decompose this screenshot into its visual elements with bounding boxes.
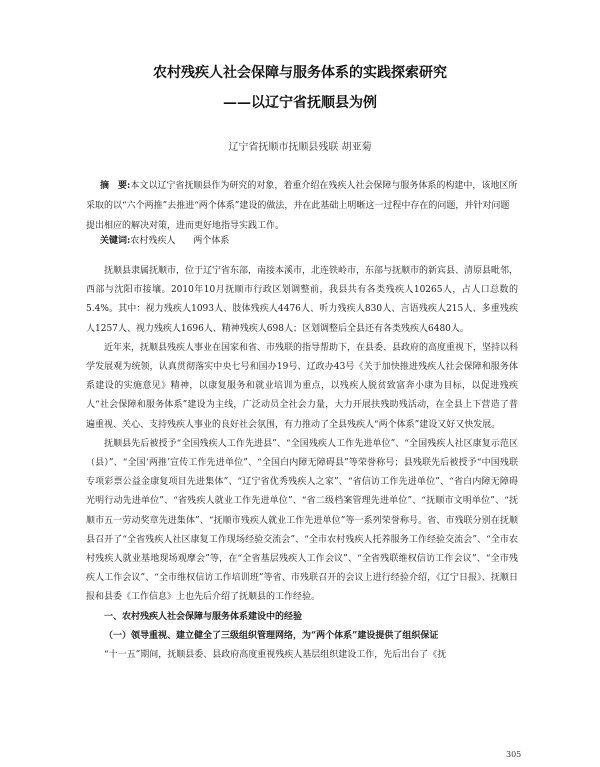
keywords [100,233,229,246]
subsection-heading: （一）领导重视、建立健全了三级组织管理网络，为“两个体系”建设提供了组织保证 [104,630,439,641]
paragraph-development: 近年来，抚顺县残疾人事业在国家和省、市残联的指导帮助下，在县委、县政府的高度重视下，坚持以科学发展观为统领，认真贯彻落实中央七号和国办19号、辽政办43号《关于加快推进残疾人社会保障和服务体系建设的实施意见》精神，以康复服务和就业培训为重点，以残疾人脱贫致富奔小康为目标，以促进残疾人“社会保障和服务体系”建设为主线，广泛动员全社会力量，大力开展扶残助残活动，在全县上下营造了普遍重视、关心、支持残疾人事业的良好社会氛围，有力推动了全县残疾人“两个体系”建设又好又快发展。 [86,342,519,430]
page-number: 305 [506,750,522,759]
keywords-text: 农村残疾人 两个体系 [130,236,230,246]
paragraph-honors: 抚顺县先后被授予“全国残疾人工作先进县”、“全国残疾人工作先进单位”、“全国残疾人社区康复示范区（县）”、“全国‘两推’宣传工作先进单位”、“全国白内障无障碍县”等荣誉称号；县残联先后被授予“中国残联专项彩票公益金康复项目先进集体”、“辽宁省优秀残疾人之家”、“省信访工作先进单位”、“省白内障无障碍光明行动先进单位”、“省残疾人就业工作先进单位”、“省二级档案管理先进单位”、“抚顺市文明单位”、“抚顺市五一劳动奖章先进集体”、“抚顺市残疾人就业工作先进单位”等一系列荣誉称号。省、市残联分别在抚顺县召开了“全省残疾人社区康复工作现场经验交流会”、“全市农村残疾人托养服务工作经验交流会”、“全市农村残疾人就业基地现场观摩会”等，在“全省基层残疾人工作会议”、“全省残联维权信访工作会议”、“全市残疾人工作会议”、“全市维权信访工作培训班”等省、市残联召开的会议上进行经验介绍，《辽宁日报》、抚顺日报和县委《工作信息》上也先后介绍了抚顺县的工作经验。 [86,438,518,603]
abstract [86,176,518,236]
paragraph-last: “十一五”期间，抚顺县委、县政府高度重视残疾人基层组织建设工作，先后出台了《抚 [104,650,447,661]
paper-title: 农村残疾人社会保障与服务体系的实践探索研究 [153,65,447,81]
abstract-text: 本文以辽宁省抚顺县作为研究的对象，着重介绍在残疾人社会保障与服务体系的构建中，该地区所采取的以“六个两推”去推进“两个体系”建设的做法，并在此基础上明晰这一过程中存在的问题，并针对问题提出相应的解决对策，进而更好地指导实践工作。 [86,181,518,231]
body-text [86,262,518,665]
keywords-label: 关键词: [100,236,131,246]
paragraph-intro: 抚顺县隶属抚顺市，位于辽宁省东部，南接本溪市，北连铁岭市，东部与抚顺市的新宾县、清原县毗邻，西部与沈阳市接壤。2010年10月抚顺市行政区划调整前，我县共有各类残疾人10265人，占人口总数的5.4%。其中：视力残疾人1093人、肢体残疾人4476人、听力残疾人830人、言语残疾人215人、多重残疾人1257人、视力残疾人1696人、精神残疾人698人；区划调整后全县还有各类残疾人6480人。 [86,266,519,334]
section-heading: 一、农村残疾人社会保障与服务体系建设中的经验 [104,611,303,622]
abstract-label: 摘 要: [100,181,131,191]
author-line: 辽宁省抚顺市抚顺县残联 胡亚菊 [228,142,372,153]
paper-subtitle: ——以辽宁省抚顺县为例 [223,95,377,111]
